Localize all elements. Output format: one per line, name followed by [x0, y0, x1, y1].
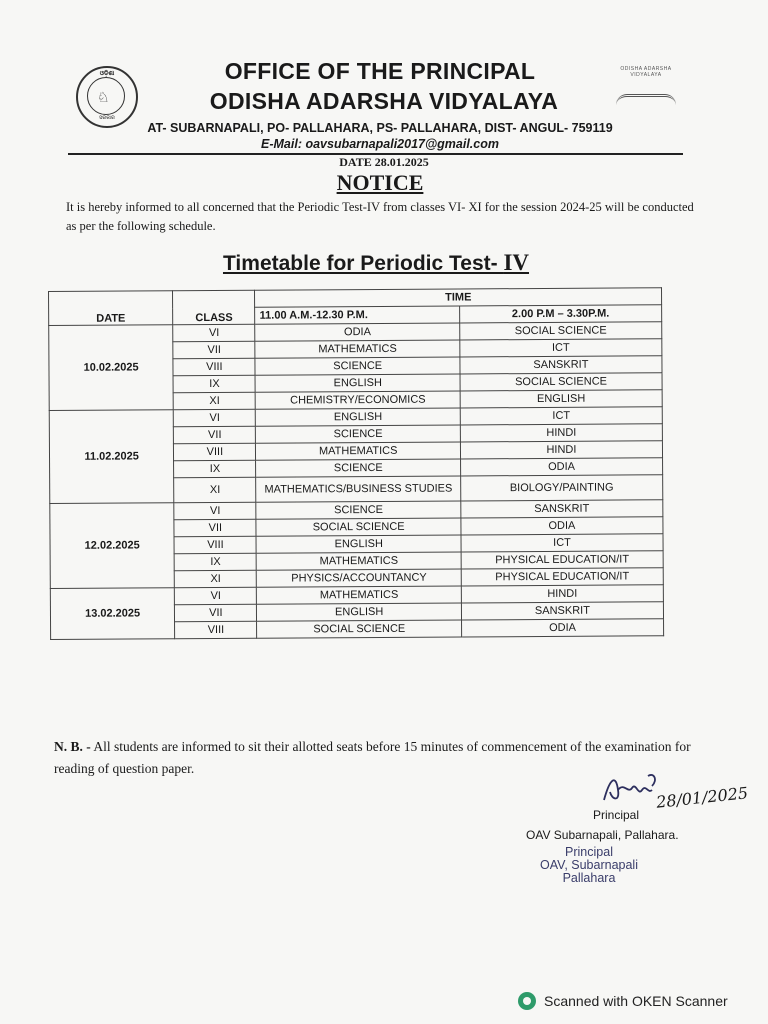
class-cell: VIII: [174, 443, 256, 461]
signature-label: Principal: [593, 808, 640, 822]
afternoon-subject-cell: SANSKRIT: [461, 500, 663, 518]
afternoon-subject-cell: ICT: [460, 339, 662, 357]
afternoon-subject-cell: ENGLISH: [460, 390, 662, 408]
scanner-logo-icon: [518, 992, 536, 1010]
class-cell: VII: [173, 341, 255, 359]
morning-subject-cell: CHEMISTRY/ECONOMICS: [256, 391, 461, 409]
morning-subject-cell: MATHEMATICS: [257, 552, 462, 570]
afternoon-subject-cell: ODIA: [460, 458, 662, 476]
morning-subject-cell: PHYSICS/ACCOUNTANCY: [257, 569, 462, 587]
morning-subject-cell: ENGLISH: [256, 374, 461, 392]
morning-subject-cell: SCIENCE: [255, 357, 460, 375]
afternoon-subject-cell: ODIA: [461, 517, 663, 535]
notice-date: DATE 28.01.2025: [339, 155, 429, 169]
afternoon-subject-cell: ICT: [460, 407, 662, 425]
header-date: DATE: [49, 291, 174, 326]
morning-subject-cell: ENGLISH: [256, 408, 461, 426]
morning-subject-cell: MATHEMATICS: [257, 586, 462, 604]
afternoon-subject-cell: HINDI: [460, 441, 662, 459]
school-address: AT- SUBARNAPALI, PO- PALLAHARA, PS- PALLAHARA, DIST- ANGUL- 759119: [147, 121, 613, 135]
morning-subject-cell: SCIENCE: [256, 425, 461, 443]
morning-subject-cell: MATHEMATICS: [256, 442, 461, 460]
class-cell: VI: [174, 502, 256, 520]
notice-intro: It is hereby informed to all concerned that the Periodic Test-IV from classes VI- XI for the session 2024-25 will be conducted as per the following schedule.: [66, 200, 694, 233]
date-cell: 13.02.2025: [50, 588, 175, 640]
afternoon-subject-cell: SANSKRIT: [460, 356, 662, 374]
afternoon-subject-cell: HINDI: [460, 424, 662, 442]
afternoon-subject-cell: SOCIAL SCIENCE: [460, 322, 662, 340]
class-cell: VI: [175, 587, 257, 605]
signature-office: OAV Subarnapali, Pallahara.: [526, 828, 679, 842]
class-cell: VI: [173, 324, 255, 342]
school-logo: ODISHA ADARSHA VIDYALAYA: [610, 66, 682, 112]
morning-subject-cell: ODIA: [255, 323, 460, 341]
morning-subject-cell: SOCIAL SCIENCE: [256, 518, 461, 536]
morning-subject-cell: ENGLISH: [257, 603, 462, 621]
afternoon-subject-cell: BIOLOGY/PAINTING: [461, 475, 663, 501]
notice-heading: NOTICE: [336, 170, 424, 195]
afternoon-subject-cell: PHYSICAL EDUCATION/IT: [461, 568, 663, 586]
afternoon-subject-cell: ODIA: [461, 619, 663, 637]
state-emblem-logo: ଓଡ଼ିଶା ♘ ସରକାର: [76, 66, 138, 128]
class-cell: XI: [174, 477, 256, 503]
class-cell: VII: [174, 426, 256, 444]
header-class: CLASS: [173, 290, 255, 325]
class-cell: VII: [174, 519, 256, 537]
afternoon-subject-cell: SANSKRIT: [461, 602, 663, 620]
school-email: E-Mail: oavsubarnapali2017@gmail.com: [261, 137, 499, 151]
scanner-watermark: Scanned with OKEN Scanner: [518, 990, 728, 1012]
morning-subject-cell: SOCIAL SCIENCE: [257, 620, 462, 638]
afternoon-subject-cell: PHYSICAL EDUCATION/IT: [461, 551, 663, 569]
class-cell: VIII: [174, 536, 256, 554]
emblem-icon: ♘: [97, 89, 110, 105]
afternoon-subject-cell: ICT: [461, 534, 663, 552]
signature-date: 28/01/2025: [655, 783, 749, 812]
class-cell: VIII: [173, 358, 255, 376]
timetable-title: Timetable for Periodic Test- IV: [222, 250, 530, 275]
class-cell: IX: [174, 460, 256, 478]
class-cell: XI: [175, 570, 257, 588]
timetable: [48, 287, 664, 640]
morning-subject-cell: MATHEMATICS/BUSINESS STUDIES: [256, 476, 461, 502]
date-cell: 10.02.2025: [49, 325, 174, 411]
timetable-body: [49, 322, 664, 640]
header-time: TIME: [255, 288, 662, 307]
morning-subject-cell: MATHEMATICS: [255, 340, 460, 358]
afternoon-subject-cell: HINDI: [461, 585, 663, 603]
header-morning: 11.00 A.M.-12.30 P.M.: [255, 306, 460, 324]
morning-subject-cell: SCIENCE: [256, 501, 461, 519]
principal-stamp: Principal OAV, Subarnapali Pallahara: [540, 845, 638, 885]
afternoon-subject-cell: SOCIAL SCIENCE: [460, 373, 662, 391]
class-cell: XI: [173, 392, 255, 410]
nb-note: N. B. - All students are informed to sit their allotted seats before 15 minutes of commencement of the examination for reading of question paper.: [54, 739, 691, 776]
class-cell: VII: [175, 604, 257, 622]
date-cell: 12.02.2025: [50, 503, 175, 589]
morning-subject-cell: SCIENCE: [256, 459, 461, 477]
class-cell: IX: [173, 375, 255, 393]
school-name: ODISHA ADARSHA VIDYALAYA: [209, 88, 559, 114]
class-cell: VI: [174, 409, 256, 427]
class-cell: IX: [174, 553, 256, 571]
date-cell: 11.02.2025: [49, 410, 174, 504]
header-afternoon: 2.00 P.M – 3.30P.M.: [460, 305, 662, 323]
class-cell: VIII: [175, 621, 257, 639]
morning-subject-cell: ENGLISH: [256, 535, 461, 553]
office-title: OFFICE OF THE PRINCIPAL: [224, 58, 536, 84]
